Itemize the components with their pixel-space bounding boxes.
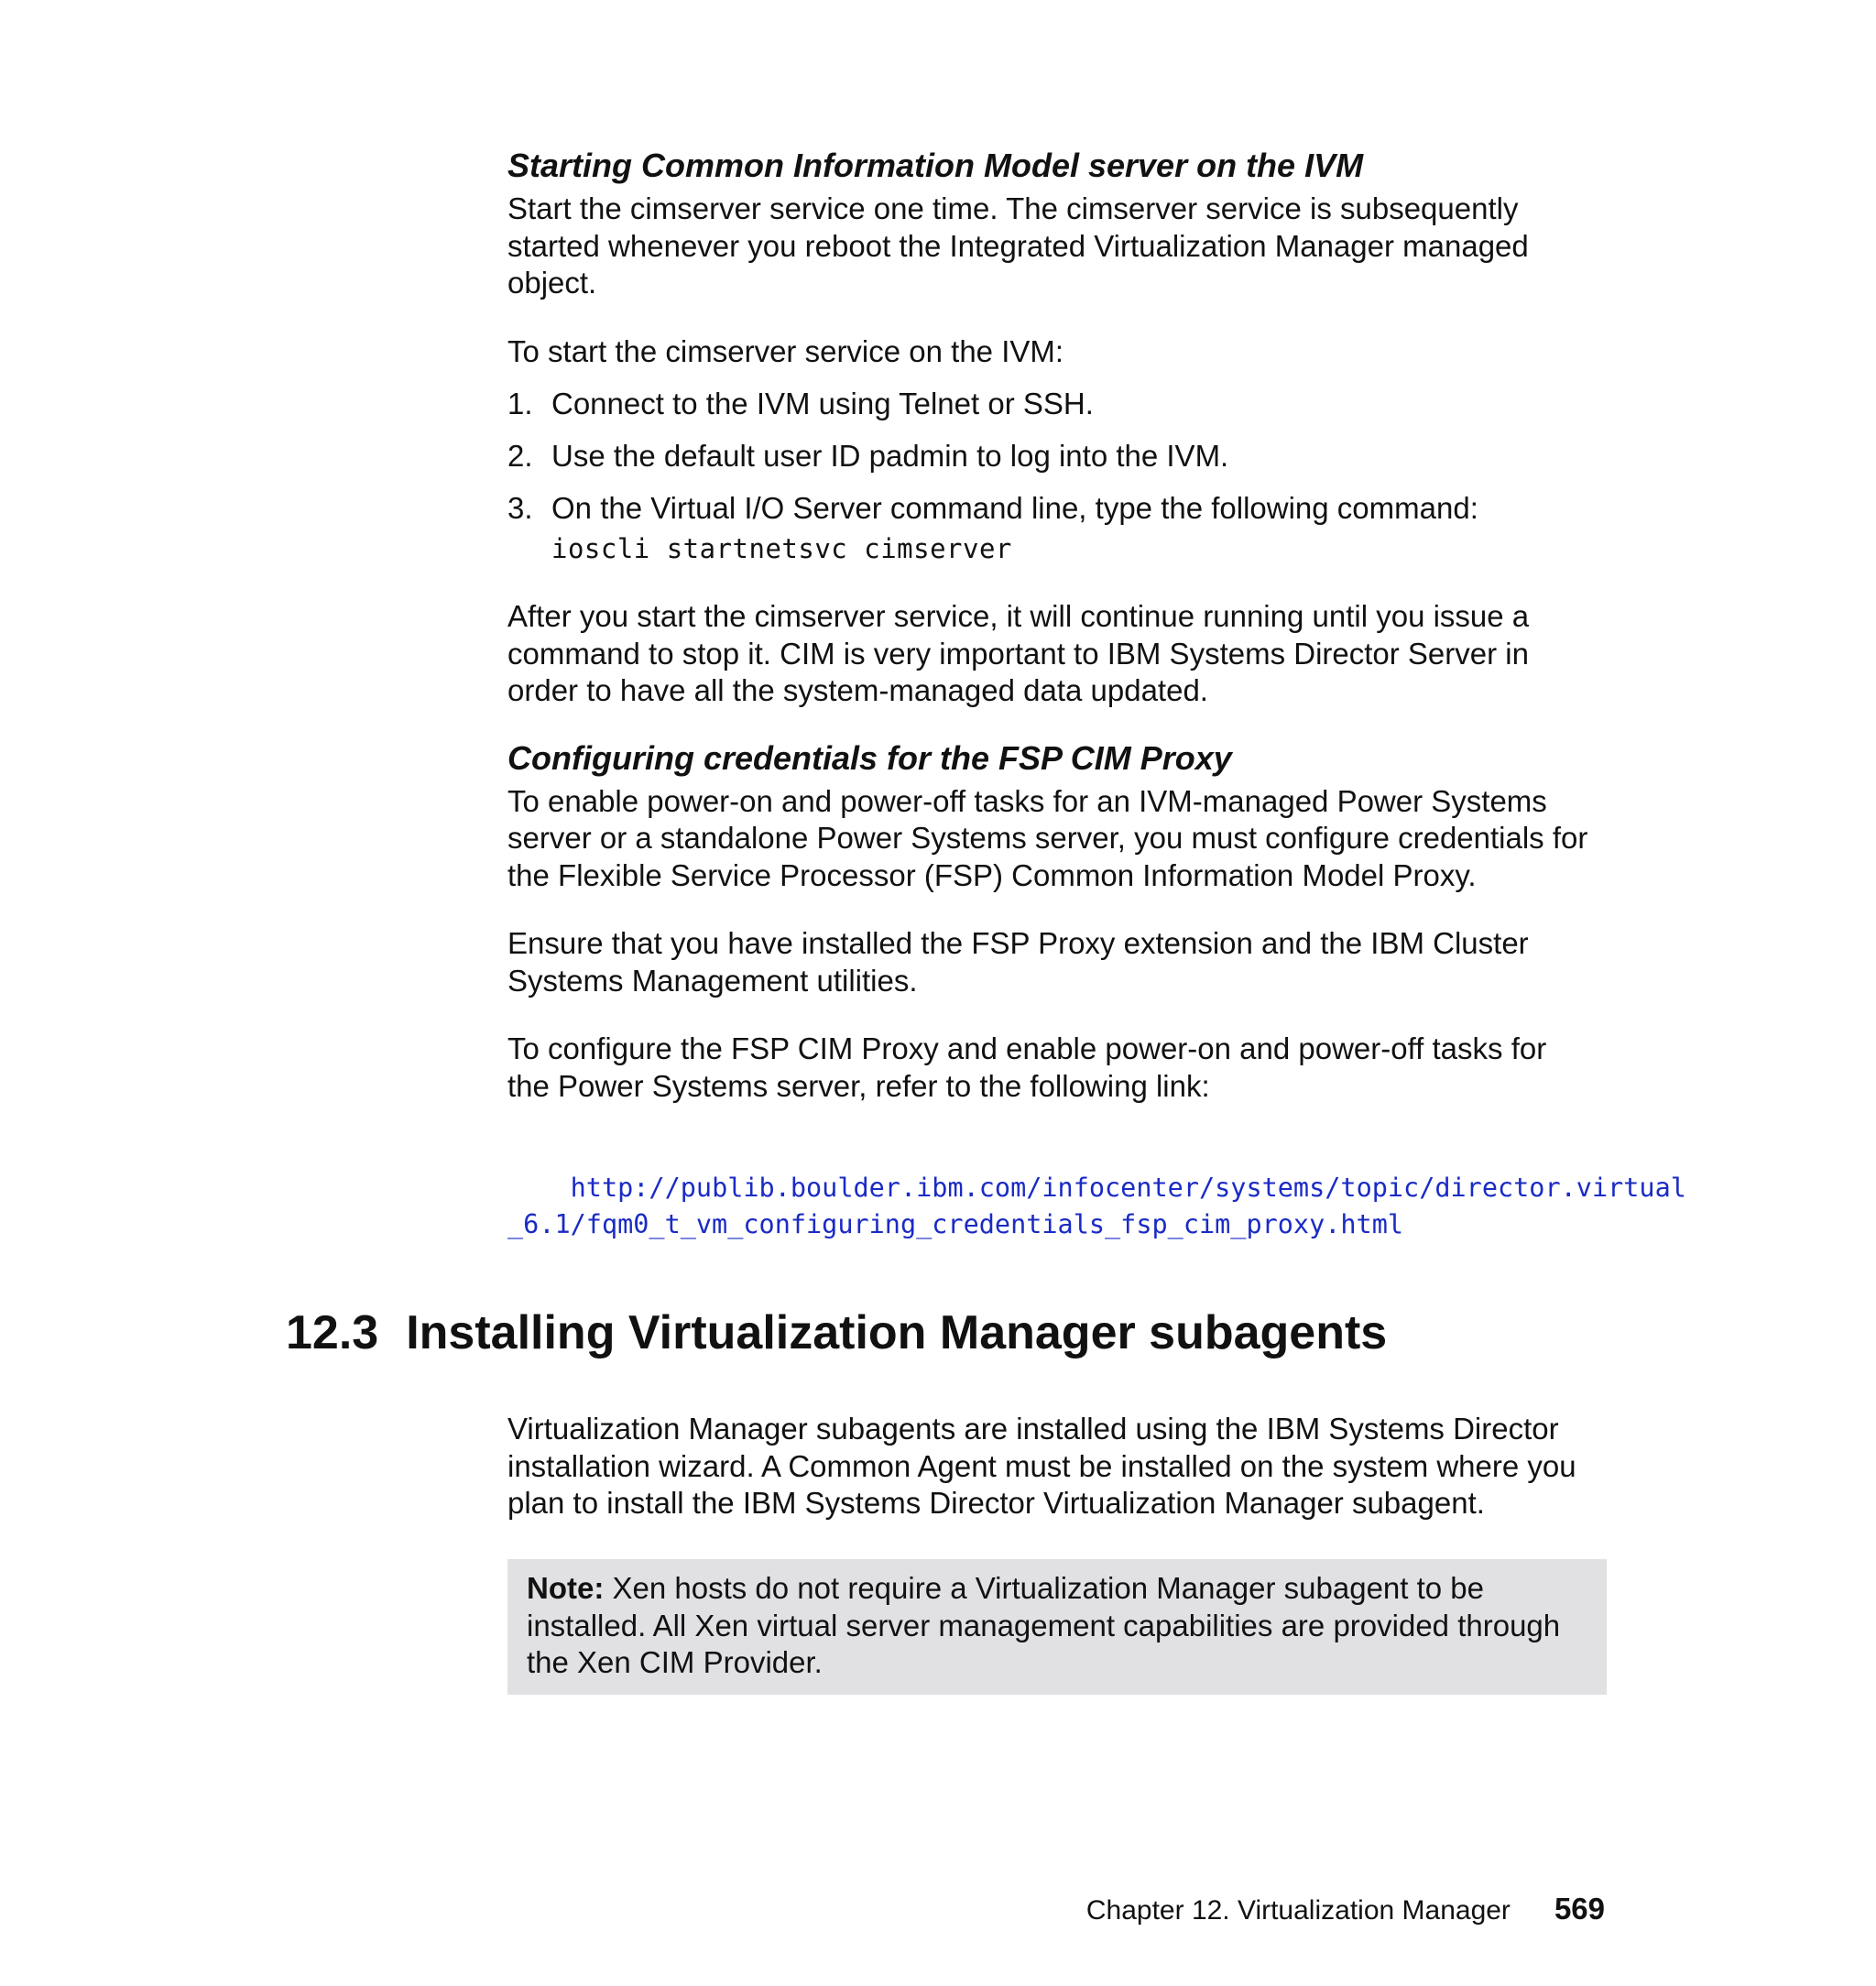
text-line: plan to install the IBM Systems Director Virtualization Manager subagent. bbox=[507, 1486, 1485, 1520]
lower-content bbox=[507, 1411, 1607, 1522]
text-line: installation wizard. A Common Agent must be installed on the system where you bbox=[507, 1448, 1576, 1483]
page-number: 569 bbox=[1554, 1892, 1605, 1926]
step-number: 3. bbox=[507, 491, 533, 525]
note-label: Note: bbox=[527, 1571, 605, 1605]
text-line: started whenever you reboot the Integrated Virtualization Manager managed bbox=[507, 228, 1529, 263]
link-line[interactable]: http://publib.boulder.ibm.com/infocenter/systems/topic/director.virtual bbox=[570, 1172, 1686, 1203]
step-number: 1. bbox=[507, 387, 533, 420]
section-heading-12-3 bbox=[286, 1304, 1387, 1361]
text-line: To enable power-on and power-off tasks for an IVM-managed Power Systems bbox=[507, 783, 1547, 818]
subheading-starting-cim-server: Starting Common Information Model server on the IVM bbox=[507, 147, 1364, 184]
note-box bbox=[507, 1559, 1607, 1695]
subheading-fsp-cim-proxy: Configuring credentials for the FSP CIM Proxy bbox=[507, 738, 1232, 777]
paragraph-fsp-credentials bbox=[507, 783, 1607, 895]
link-line[interactable]: _6.1/fqm0_t_vm_configuring_credentials_fsp_cim_proxy.html bbox=[507, 1209, 1404, 1239]
text-line: server or a standalone Power Systems server, you must configure credentials for bbox=[507, 821, 1588, 855]
step-text: Connect to the IVM using Telnet or SSH. bbox=[551, 387, 1094, 420]
page-footer bbox=[1086, 1891, 1605, 1929]
list-item bbox=[507, 490, 1607, 527]
steps-list bbox=[507, 386, 1607, 527]
text-line: Xen hosts do not require a Virtualization Manager subagent to be bbox=[604, 1571, 1485, 1605]
text-line: the Power Systems server, refer to the following link: bbox=[507, 1068, 1210, 1103]
text-line: object. bbox=[507, 266, 597, 300]
text-line: Systems Management utilities. bbox=[507, 963, 918, 998]
paragraph-start-service: To start the cimserver service on the IVM: bbox=[507, 333, 1064, 368]
paragraph-fsp-proxy-extension bbox=[507, 925, 1607, 999]
step-number: 2. bbox=[507, 439, 533, 473]
text-line: the Flexible Service Processor (FSP) Common Information Model Proxy. bbox=[507, 857, 1477, 892]
text-line: To configure the FSP CIM Proxy and enable power-on and power-off tasks for bbox=[507, 1031, 1547, 1065]
text-line: After you start the cimserver service, it will continue running until you issue a bbox=[507, 599, 1530, 633]
text-line: Ensure that you have installed the FSP Proxy extension and the IBM Cluster bbox=[507, 926, 1529, 960]
text-line: order to have all the system-managed data updated. bbox=[507, 673, 1208, 707]
paragraph-cimserver-intro bbox=[507, 191, 1607, 302]
text-line: Start the cimserver service one time. The cimserver service is subsequently bbox=[507, 191, 1519, 225]
list-item bbox=[507, 386, 1607, 422]
step-text: On the Virtual I/O Server command line, type the following command: bbox=[551, 491, 1478, 525]
command-code: ioscli startnetsvc cimserver bbox=[551, 533, 1012, 564]
upper-content bbox=[507, 145, 1686, 1244]
paragraph-subagents bbox=[507, 1411, 1607, 1522]
text-line: installed. All Xen virtual server management capabilities are provided through bbox=[527, 1608, 1561, 1642]
text-line: Virtualization Manager subagents are installed using the IBM Systems Director bbox=[507, 1412, 1559, 1446]
text-line: command to stop it. CIM is very important to IBM Systems Director Server in bbox=[507, 636, 1529, 671]
text-line: the Xen CIM Provider. bbox=[527, 1645, 823, 1679]
fsp-cim-proxy-link[interactable] bbox=[507, 1132, 1686, 1244]
paragraph-cimserver-running bbox=[507, 598, 1607, 710]
step-text: Use the default user ID padmin to log into the IVM. bbox=[551, 439, 1229, 473]
paragraph-configure-fsp bbox=[507, 1031, 1607, 1105]
section-number: 12.3 bbox=[286, 1306, 379, 1359]
section-title: Installing Virtualization Manager subagents bbox=[406, 1306, 1388, 1359]
footer-chapter-title: Chapter 12. Virtualization Manager bbox=[1085, 1895, 1511, 1926]
list-item bbox=[507, 438, 1607, 475]
